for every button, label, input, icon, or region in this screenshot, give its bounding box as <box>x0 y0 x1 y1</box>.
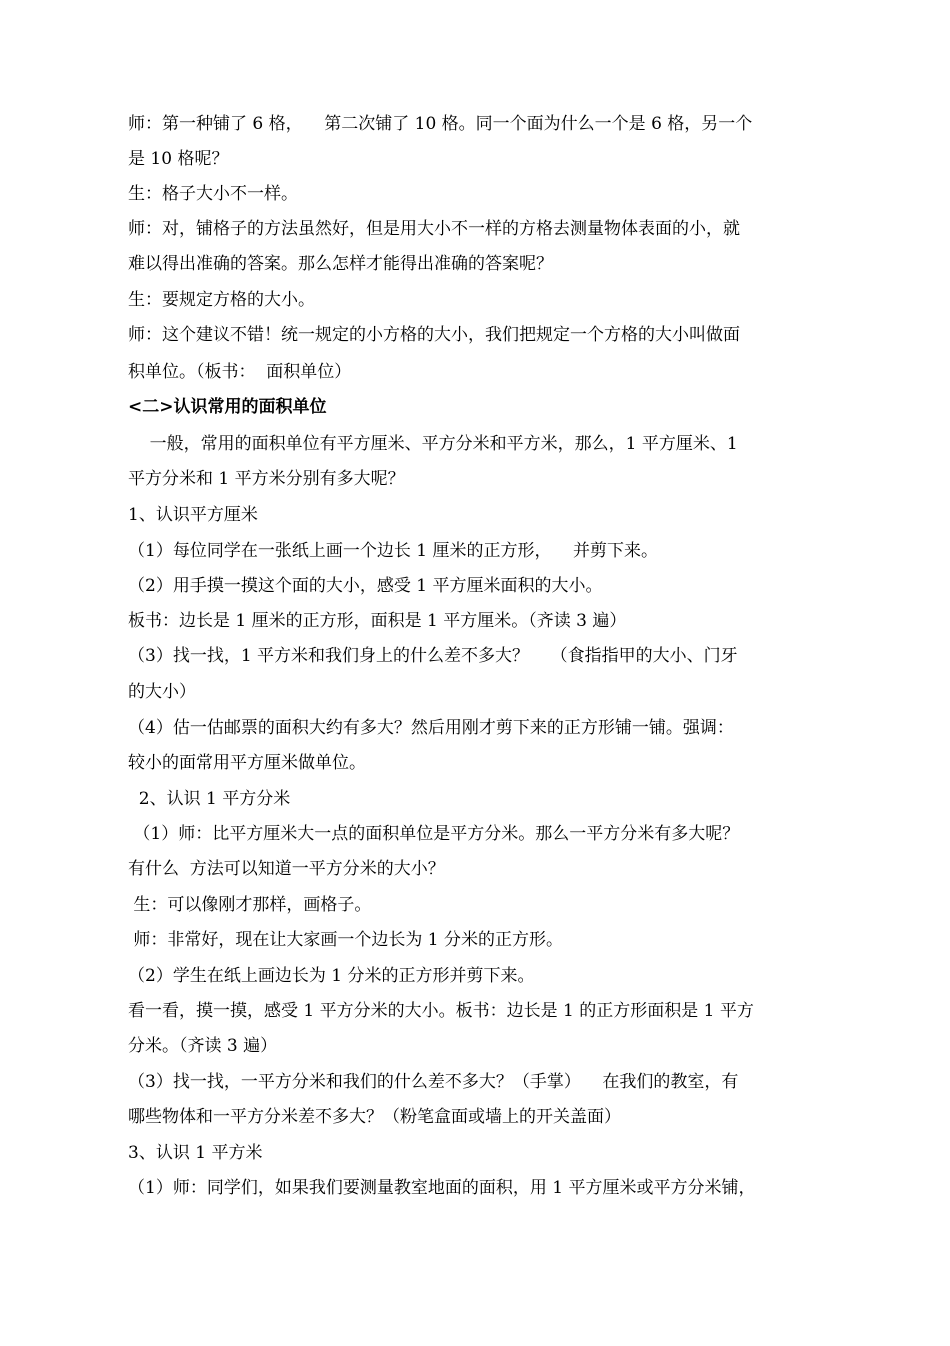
text-line: （4）估一估邮票的面积大约有多大？然后用刚才剪下来的正方形铺一铺。强调： <box>128 718 734 738</box>
text-line: 分米。（齐读 3 遍） <box>128 1036 278 1056</box>
text-line: （3）找一找，一平方分米和我们的什么差不多大？（手掌） 在我们的教室，有 <box>128 1072 739 1092</box>
text-line: （1）师：同学们，如果我们要测量教室地面的面积，用 1 平方厘米或平方分米铺， <box>128 1178 756 1198</box>
text-line: 难以得出准确的答案。那么怎样才能得出准确的答案呢？ <box>128 254 553 274</box>
text-line: 是 10 格呢？ <box>128 149 229 169</box>
text-line: 师：对，铺格子的方法虽然好，但是用大小不一样的方格去测量物体表面的小，就 <box>128 219 740 239</box>
section-heading: <二>认识常用的面积单位 <box>128 397 327 417</box>
subsection-heading: 2、认识 1 平方分米 <box>128 789 291 809</box>
text-line: （1）师：比平方厘米大一点的面积单位是平方分米。那么一平方分米有多大呢？ <box>128 824 740 844</box>
text-line: 哪些物体和一平方分米差不多大？（粉笔盒面或墙上的开关盖面） <box>128 1107 621 1127</box>
text-line: （3）找一找，1 平方米和我们身上的什么差不多大？ （食指指甲的大小、门牙 <box>128 646 738 666</box>
text-line: 的大小） <box>128 682 196 702</box>
subsection-heading: 1、认识平方厘米 <box>128 505 258 525</box>
text-line: 师：第一种铺了 6 格， 第二次铺了 10 格。同一个面为什么一个是 6 格，另一个 <box>128 114 753 134</box>
text-line: （2）用手摸一摸这个面的大小，感受 1 平方厘米面积的大小。 <box>128 576 603 596</box>
text-line: 生：格子大小不一样。 <box>128 184 298 204</box>
text-line: 师：非常好，现在让大家画一个边长为 1 分米的正方形。 <box>128 930 564 950</box>
text-line: 一般，常用的面积单位有平方厘米、平方分米和平方米，那么，1 平方厘米、1 <box>128 434 738 454</box>
text-line: （1）每位同学在一张纸上画一个边长 1 厘米的正方形， 并剪下来。 <box>128 541 659 561</box>
subsection-heading: 3、认识 1 平方米 <box>128 1143 263 1163</box>
text-line: 生：可以像刚才那样，画格子。 <box>128 895 372 915</box>
text-line: 有什么 方法可以知道一平方分米的大小？ <box>128 859 445 879</box>
text-line: 看一看，摸一摸，感受 1 平方分米的大小。板书：边长是 1 的正方形面积是 1 平方 <box>128 1001 754 1021</box>
text-line: 平方分米和 1 平方米分别有多大呢？ <box>128 469 405 489</box>
text-line: 师：这个建议不错！统一规定的小方格的大小，我们把规定一个方格的大小叫做面 <box>128 325 740 345</box>
text-line: 积单位。（板书： 面积单位） <box>128 362 352 382</box>
text-line: （2）学生在纸上画边长为 1 分米的正方形并剪下来。 <box>128 966 535 986</box>
text-line: 较小的面常用平方厘米做单位。 <box>128 753 366 773</box>
text-line: 板书：边长是 1 厘米的正方形，面积是 1 平方厘米。（齐读 3 遍） <box>128 611 627 631</box>
text-line: 生：要规定方格的大小。 <box>128 290 315 310</box>
